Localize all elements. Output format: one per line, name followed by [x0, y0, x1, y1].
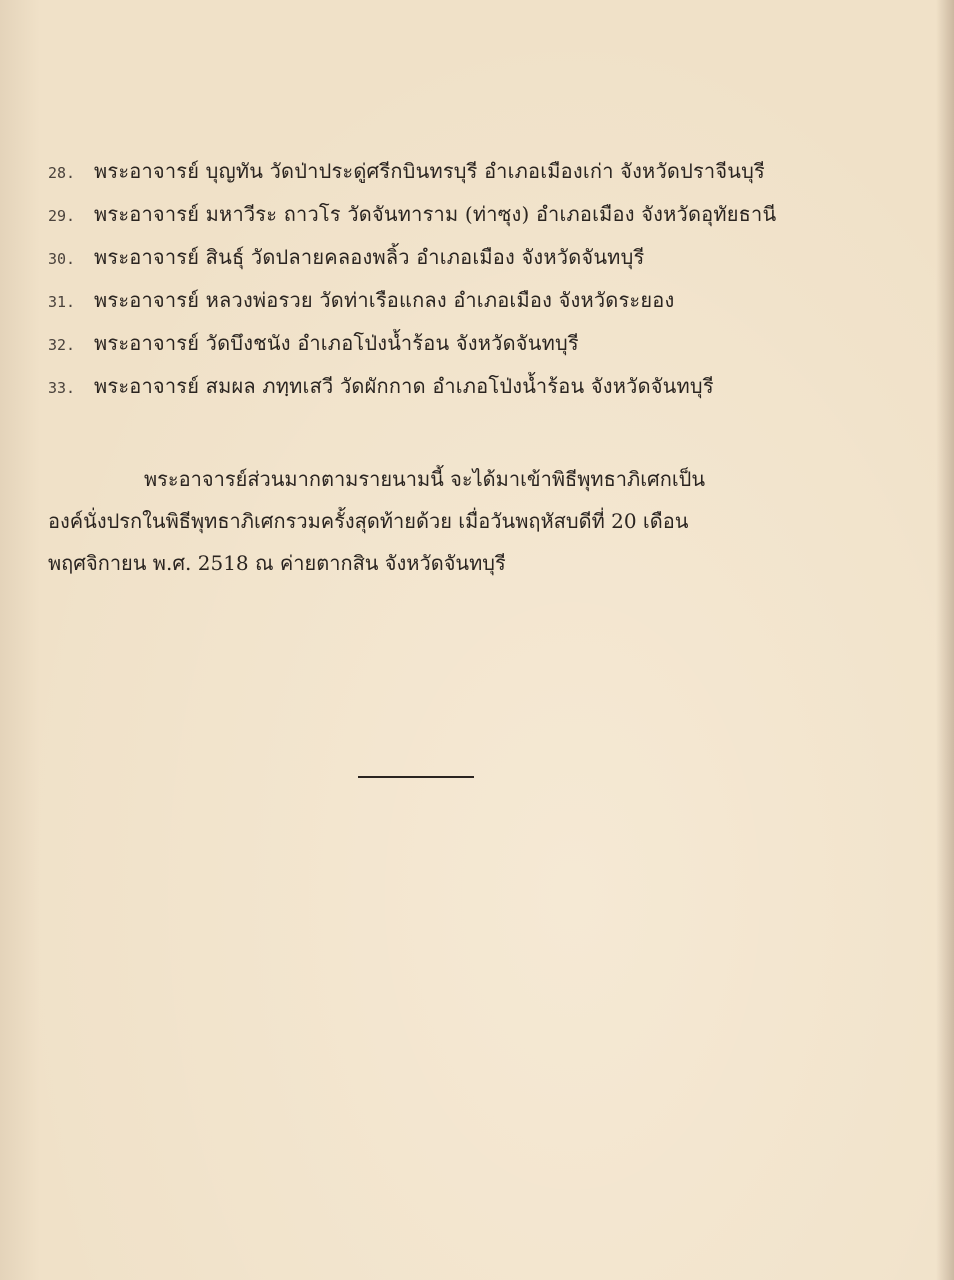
list-item [48, 155, 928, 198]
list-item [48, 198, 928, 241]
paragraph-line: พฤศจิกายน พ.ศ. 2518 ณ ค่ายตากสิน จังหวัดจันทบุรี [48, 551, 506, 575]
item-number: 33. [48, 379, 76, 397]
list-item [48, 327, 928, 370]
item-text: พระอาจารย์ สินธุ์ วัดปลายคลองพลิ้ว อำเภอเมือง จังหวัดจันทบุรี [94, 245, 645, 269]
list-item [48, 241, 928, 284]
item-number: 28. [48, 164, 76, 182]
divider-rule [358, 776, 474, 778]
paragraph-line: องค์นั่งปรกในพิธีพุทธาภิเศกรวมครั้งสุดท้ายด้วย เมื่อวันพฤหัสบดีที่ 20 เดือน [48, 509, 689, 533]
item-text: พระอาจารย์ หลวงพ่อรวย วัดท่าเรือแกลง อำเภอเมือง จังหวัดระยอง [94, 288, 675, 312]
item-text: พระอาจารย์ วัดบึงชนัง อำเภอโป่งน้ำร้อน จังหวัดจันทบุรี [94, 331, 579, 355]
paragraph-line: พระอาจารย์ส่วนมากตามรายนามนี้ จะได้มาเข้าพิธีพุทธาภิเศกเป็น [144, 467, 706, 491]
monk-list [48, 155, 928, 413]
page-edge-shadow [936, 0, 954, 1280]
item-number: 29. [48, 207, 76, 225]
item-text: พระอาจารย์ บุญทัน วัดป่าประดู่ศรีกบินทรบุรี อำเภอเมืองเก่า จังหวัดปราจีนบุรี [94, 159, 765, 183]
item-number: 30. [48, 250, 76, 268]
item-number: 31. [48, 293, 76, 311]
closing-paragraph [48, 458, 768, 584]
list-item [48, 284, 928, 327]
list-item [48, 370, 928, 413]
item-number: 32. [48, 336, 76, 354]
item-text: พระอาจารย์ สมผล ภทฺทเสวี วัดผักกาด อำเภอโป่งน้ำร้อน จังหวัดจันทบุรี [94, 374, 714, 398]
item-text: พระอาจารย์ มหาวีระ ถาวโร วัดจันทาราม (ท่าซุง) อำเภอเมือง จังหวัดอุทัยธานี [94, 202, 777, 226]
